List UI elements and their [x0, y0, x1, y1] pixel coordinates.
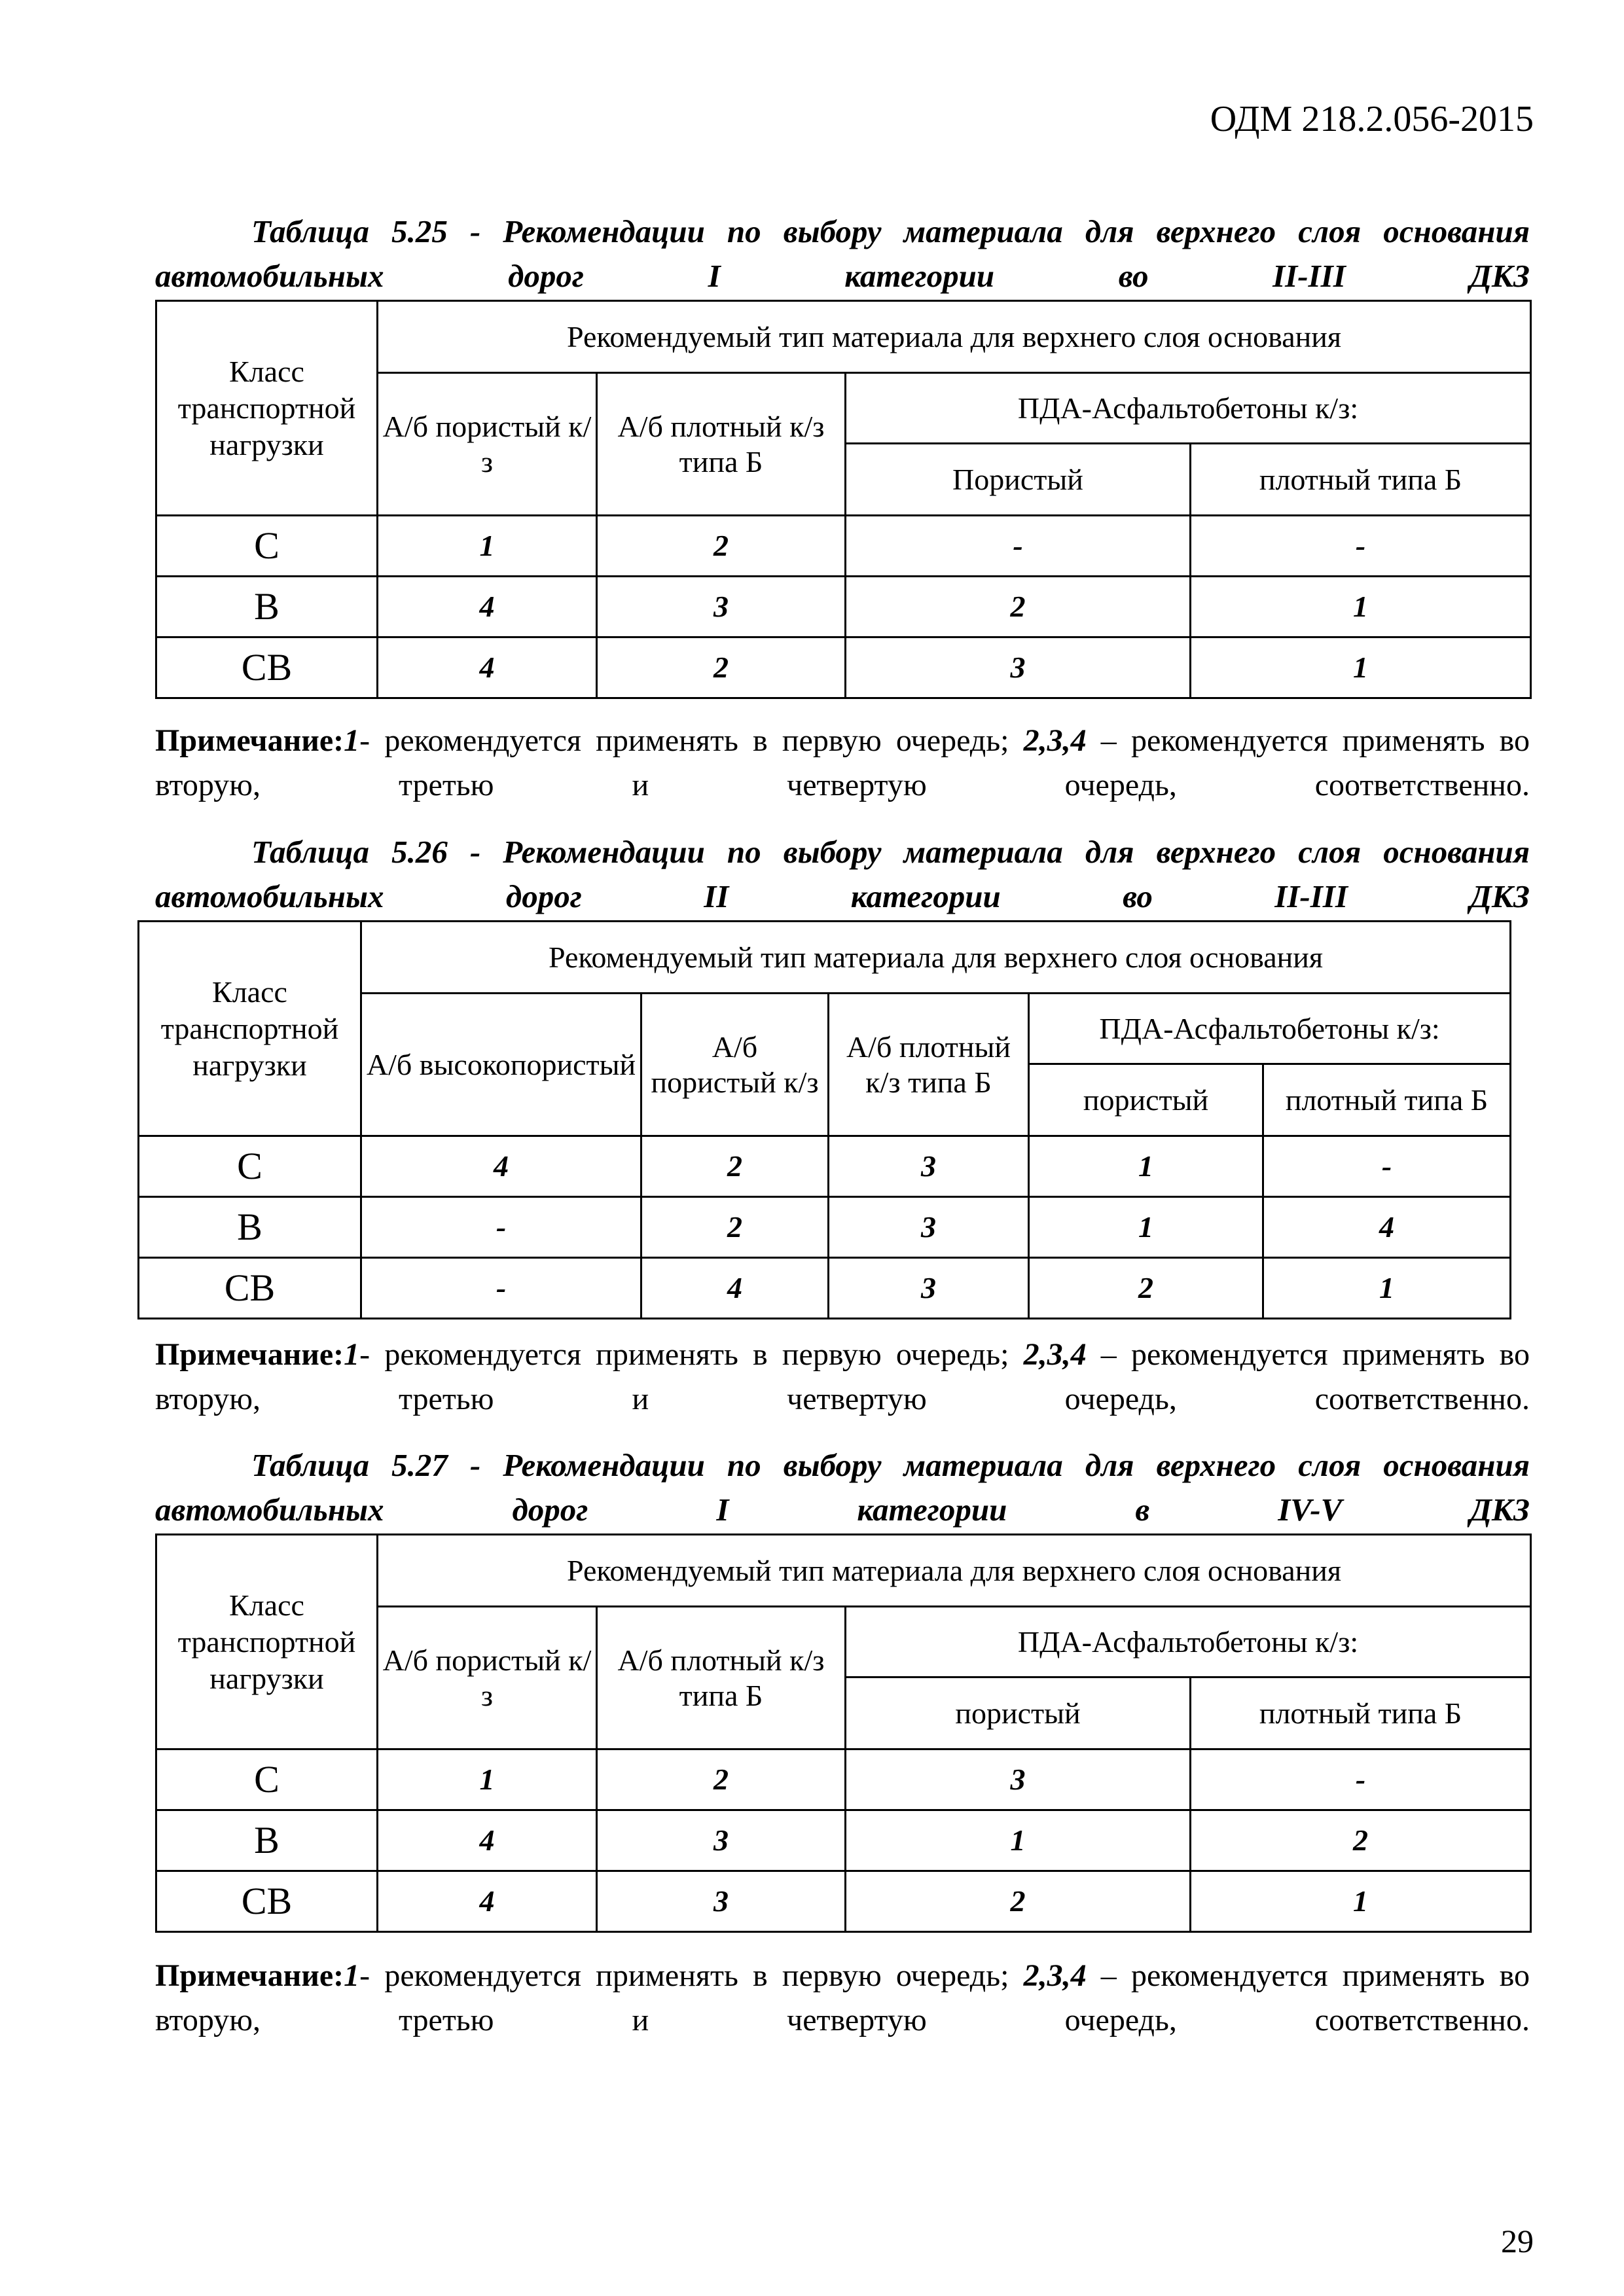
note-others-text: – рекомендуется применять во вторую, третью и четвертую очередь, соответственно. — [155, 1958, 1530, 2037]
table-row — [156, 1810, 1531, 1871]
table-row — [156, 577, 1531, 637]
cell-value: 2 — [846, 577, 1191, 637]
cell-value: 2 — [597, 1749, 846, 1810]
table-5-26 — [137, 920, 1511, 1319]
header-pda-dense: плотный типа Б — [1191, 1677, 1531, 1749]
table-5-27 — [155, 1534, 1532, 1933]
header-pda: ПДА-Асфальтобетоны к/з: — [846, 1607, 1531, 1677]
note-others: 2,3,4 — [1023, 723, 1087, 758]
cell-value: - — [1191, 516, 1531, 577]
cell-value: 2 — [846, 1871, 1191, 1932]
cell-value: 2 — [1029, 1258, 1263, 1319]
header-col-ab-dense: А/б плотный к/з типа Б — [829, 994, 1029, 1136]
header-pda-porous: пористый — [846, 1677, 1191, 1749]
note-first: 1 — [344, 1337, 360, 1372]
note-label: Примечание: — [155, 1958, 344, 1993]
header-class: Класс транспортной нагрузки — [139, 922, 361, 1136]
document-code: ОДМ 218.2.056-2015 — [1210, 99, 1534, 139]
cell-value: 3 — [829, 1258, 1029, 1319]
row-class: С — [156, 516, 378, 577]
cell-value: 4 — [361, 1136, 641, 1197]
header-col-ab-porous: А/б пористый к/з — [378, 1607, 597, 1749]
header-pda: ПДА-Асфальтобетоны к/з: — [1029, 994, 1511, 1064]
header-col-ab-high-porous: А/б высокопористый — [361, 994, 641, 1136]
header-class: Класс транспортной нагрузки — [156, 1535, 378, 1749]
cell-value: 1 — [1191, 577, 1531, 637]
header-pda-dense: плотный типа Б — [1191, 444, 1531, 516]
cell-value: 4 — [378, 637, 597, 698]
page-number: 29 — [1501, 2223, 1534, 2259]
table-row — [156, 637, 1531, 698]
cell-value: 1 — [378, 1749, 597, 1810]
cell-value: 2 — [1191, 1810, 1531, 1871]
table-row — [156, 516, 1531, 577]
cell-value: 1 — [1263, 1258, 1511, 1319]
note-others: 2,3,4 — [1023, 1958, 1087, 1993]
header-group: Рекомендуемый тип материала для верхнего слоя основания — [361, 922, 1511, 994]
table-caption-5-26: Таблица 5.26 - Рекомендации по выбору материала для верхнего слоя основания автомобильных дорог II категории во II-III ДКЗ — [155, 834, 1530, 914]
row-class: СВ — [156, 1871, 378, 1932]
cell-value: 1 — [378, 516, 597, 577]
cell-value: 4 — [378, 1810, 597, 1871]
header-pda-dense: плотный типа Б — [1263, 1064, 1511, 1136]
header-class: Класс транспортной нагрузки — [156, 301, 378, 516]
cell-value: 1 — [1029, 1197, 1263, 1258]
cell-value: 2 — [641, 1136, 829, 1197]
cell-value: 4 — [378, 1871, 597, 1932]
header-pda-porous: Пористый — [846, 444, 1191, 516]
cell-value: 3 — [597, 1871, 846, 1932]
note-others-text: – рекомендуется применять во вторую, третью и четвертую очередь, соответственно. — [155, 1337, 1530, 1416]
note-first: 1 — [344, 1958, 360, 1993]
row-class: В — [156, 1810, 378, 1871]
header-col-ab-dense: А/б плотный к/з типа Б — [597, 1607, 846, 1749]
row-class: В — [156, 577, 378, 637]
header-col-ab-porous: А/б пористый к/з — [641, 994, 829, 1136]
table-row — [139, 1258, 1511, 1319]
header-col-ab-dense: А/б плотный к/з типа Б — [597, 373, 846, 516]
cell-value: - — [361, 1197, 641, 1258]
row-class: СВ — [139, 1258, 361, 1319]
cell-value: - — [1263, 1136, 1511, 1197]
cell-value: 3 — [829, 1136, 1029, 1197]
cell-value: - — [1191, 1749, 1531, 1810]
row-class: С — [139, 1136, 361, 1197]
note-others: 2,3,4 — [1023, 1337, 1087, 1372]
note-first-text: - рекомендуется применять в первую очередь; — [359, 1337, 1009, 1372]
cell-value: 4 — [641, 1258, 829, 1319]
row-class: В — [139, 1197, 361, 1258]
table-caption-5-27: Таблица 5.27 - Рекомендации по выбору материала для верхнего слоя основания автомобильных дорог I категории в IV-V ДКЗ — [155, 1447, 1530, 1528]
note-first: 1 — [344, 723, 360, 758]
header-col-ab-porous: А/б пористый к/з — [378, 373, 597, 516]
cell-value: 1 — [1029, 1136, 1263, 1197]
header-pda-porous: пористый — [1029, 1064, 1263, 1136]
cell-value: 1 — [1191, 1871, 1531, 1932]
cell-value: 4 — [1263, 1197, 1511, 1258]
cell-value: 2 — [597, 516, 846, 577]
cell-value: 1 — [1191, 637, 1531, 698]
table-note-5-27 — [155, 1954, 1530, 2087]
cell-value: 4 — [378, 577, 597, 637]
row-class: С — [156, 1749, 378, 1810]
cell-value: 3 — [597, 1810, 846, 1871]
note-others-text: – рекомендуется применять во вторую, третью и четвертую очередь, соответственно. — [155, 723, 1530, 802]
cell-value: 1 — [846, 1810, 1191, 1871]
cell-value: 3 — [597, 577, 846, 637]
header-group: Рекомендуемый тип материала для верхнего слоя основания — [378, 1535, 1531, 1607]
note-first-text: - рекомендуется применять в первую очередь; — [359, 1958, 1009, 1993]
note-label: Примечание: — [155, 1337, 344, 1372]
table-5-25 — [155, 300, 1532, 699]
cell-value: 2 — [597, 637, 846, 698]
cell-value: 3 — [829, 1197, 1029, 1258]
header-group: Рекомендуемый тип материала для верхнего слоя основания — [378, 301, 1531, 373]
table-row — [139, 1136, 1511, 1197]
note-first-text: - рекомендуется применять в первую очередь; — [359, 723, 1009, 758]
header-pda: ПДА-Асфальтобетоны к/з: — [846, 373, 1531, 444]
table-row — [156, 1871, 1531, 1932]
note-label: Примечание: — [155, 723, 344, 758]
cell-value: 3 — [846, 637, 1191, 698]
table-caption-5-25: Таблица 5.25 - Рекомендации по выбору материала для верхнего слоя основания автомобильных дорог I категории во II-III ДКЗ — [155, 213, 1530, 294]
table-row — [139, 1197, 1511, 1258]
row-class: СВ — [156, 637, 378, 698]
cell-value: - — [846, 516, 1191, 577]
cell-value: - — [361, 1258, 641, 1319]
cell-value: 3 — [846, 1749, 1191, 1810]
cell-value: 2 — [641, 1197, 829, 1258]
table-row — [156, 1749, 1531, 1810]
